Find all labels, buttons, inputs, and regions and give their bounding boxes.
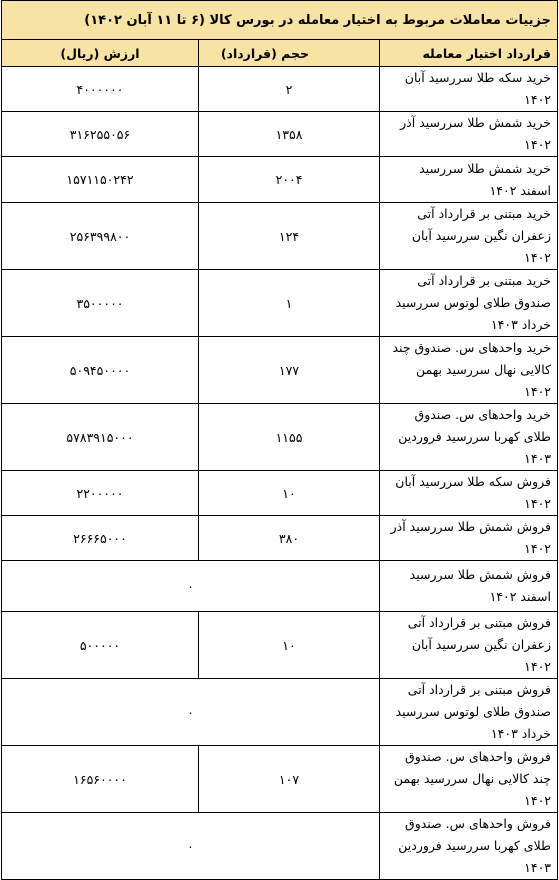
volume-cell: ۱۲۴ xyxy=(199,203,380,270)
table-row xyxy=(2,813,558,880)
merged-value-cell: ۰ xyxy=(2,813,380,880)
value-cell: ۲۶۶۶۵۰۰۰ xyxy=(2,516,199,561)
volume-cell: ۲۰۰۴ xyxy=(199,157,380,203)
contract-cell: فروش مبتنی بر قرارداد آتی صندوق طلای لوتوس سررسید خرداد ۱۴۰۳ xyxy=(380,679,558,746)
volume-cell: ۳۸۰ xyxy=(199,516,380,561)
table-title: جزییات معاملات مربوط به اختیار معامله در بورس کالا (۶ تا ۱۱ آبان ۱۴۰۲) xyxy=(2,1,558,40)
table-row xyxy=(2,471,558,516)
volume-cell: ۱۷۷ xyxy=(199,337,380,404)
table-row xyxy=(2,612,558,679)
volume-cell: ۱۰ xyxy=(199,612,380,679)
volume-cell: ۱۳۵۸ xyxy=(199,112,380,157)
contract-cell: فروش شمش طلا سررسید آذر ۱۴۰۲ xyxy=(380,516,558,561)
table-row xyxy=(2,203,558,270)
volume-cell: ۱ xyxy=(199,270,380,337)
table-row xyxy=(2,112,558,157)
merged-value-cell: ۰ xyxy=(2,561,380,612)
table-row xyxy=(2,337,558,404)
table-row xyxy=(2,157,558,203)
header-volume: حجم (قرارداد) xyxy=(199,40,380,67)
value-cell: ۵۰۹۴۵۰۰۰۰ xyxy=(2,337,199,404)
contract-cell: خرید واحدهای س. صندوق طلای کهربا سررسید فروردین ۱۴۰۳ xyxy=(380,404,558,471)
contract-cell: فروش واحدهای س. صندوق چند کالایی نهال سررسید بهمن ۱۴۰۲ xyxy=(380,746,558,813)
value-cell: ۳۵۰۰۰۰۰ xyxy=(2,270,199,337)
contract-cell: خرید سکه طلا سررسید آبان ۱۴۰۲ xyxy=(380,67,558,112)
volume-cell: ۲ xyxy=(199,67,380,112)
volume-cell: ۱۰۷ xyxy=(199,746,380,813)
table-row xyxy=(2,516,558,561)
value-cell: ۲۲۰۰۰۰۰ xyxy=(2,471,199,516)
table-row xyxy=(2,746,558,813)
value-cell: ۲۵۶۳۹۹۸۰۰ xyxy=(2,203,199,270)
value-cell: ۴۰۰۰۰۰۰ xyxy=(2,67,199,112)
value-cell: ۵۷۸۳۹۱۵۰۰۰ xyxy=(2,404,199,471)
volume-cell: ۱۰ xyxy=(199,471,380,516)
value-cell: ۱۵۷۱۱۵۰۲۴۲ xyxy=(2,157,199,203)
header-contract: قرارداد اختیار معامله xyxy=(380,40,558,67)
contract-cell: خرید مبتنی بر قرارداد آتی صندوق طلای لوتوس سررسید خرداد ۱۴۰۳ xyxy=(380,270,558,337)
header-value: ارزش (ریال) xyxy=(2,40,199,67)
transactions-table xyxy=(1,0,558,880)
contract-cell: خرید شمش طلا سررسید آذر ۱۴۰۲ xyxy=(380,112,558,157)
contract-cell: فروش سکه طلا سررسید آبان ۱۴۰۲ xyxy=(380,471,558,516)
header-row xyxy=(2,40,558,67)
value-cell: ۱۶۵۶۰۰۰۰ xyxy=(2,746,199,813)
contract-cell: خرید واحدهای س. صندوق چند کالایی نهال سررسید بهمن ۱۴۰۲ xyxy=(380,337,558,404)
contract-cell: خرید مبتنی بر قرارداد آتی زعفران نگین سررسید آبان ۱۴۰۲ xyxy=(380,203,558,270)
contract-cell: فروش شمش طلا سررسید اسفند ۱۴۰۲ xyxy=(380,561,558,612)
title-row xyxy=(2,1,558,40)
value-cell: ۵۰۰۰۰۰ xyxy=(2,612,199,679)
table-row xyxy=(2,404,558,471)
merged-value-cell: ۰ xyxy=(2,679,380,746)
table-row xyxy=(2,67,558,112)
value-cell: ۳۱۶۲۵۵۰۵۶ xyxy=(2,112,199,157)
table-row xyxy=(2,270,558,337)
contract-cell: فروش واحدهای س. صندوق طلای کهربا سررسید فروردین ۱۴۰۳ xyxy=(380,813,558,880)
contract-cell: فروش مبتنی بر قرارداد آتی زعفران نگین سررسید آبان ۱۴۰۲ xyxy=(380,612,558,679)
contract-cell: خرید شمش طلا سررسید اسفند ۱۴۰۲ xyxy=(380,157,558,203)
table-row xyxy=(2,561,558,612)
table-row xyxy=(2,679,558,746)
volume-cell: ۱۱۵۵ xyxy=(199,404,380,471)
